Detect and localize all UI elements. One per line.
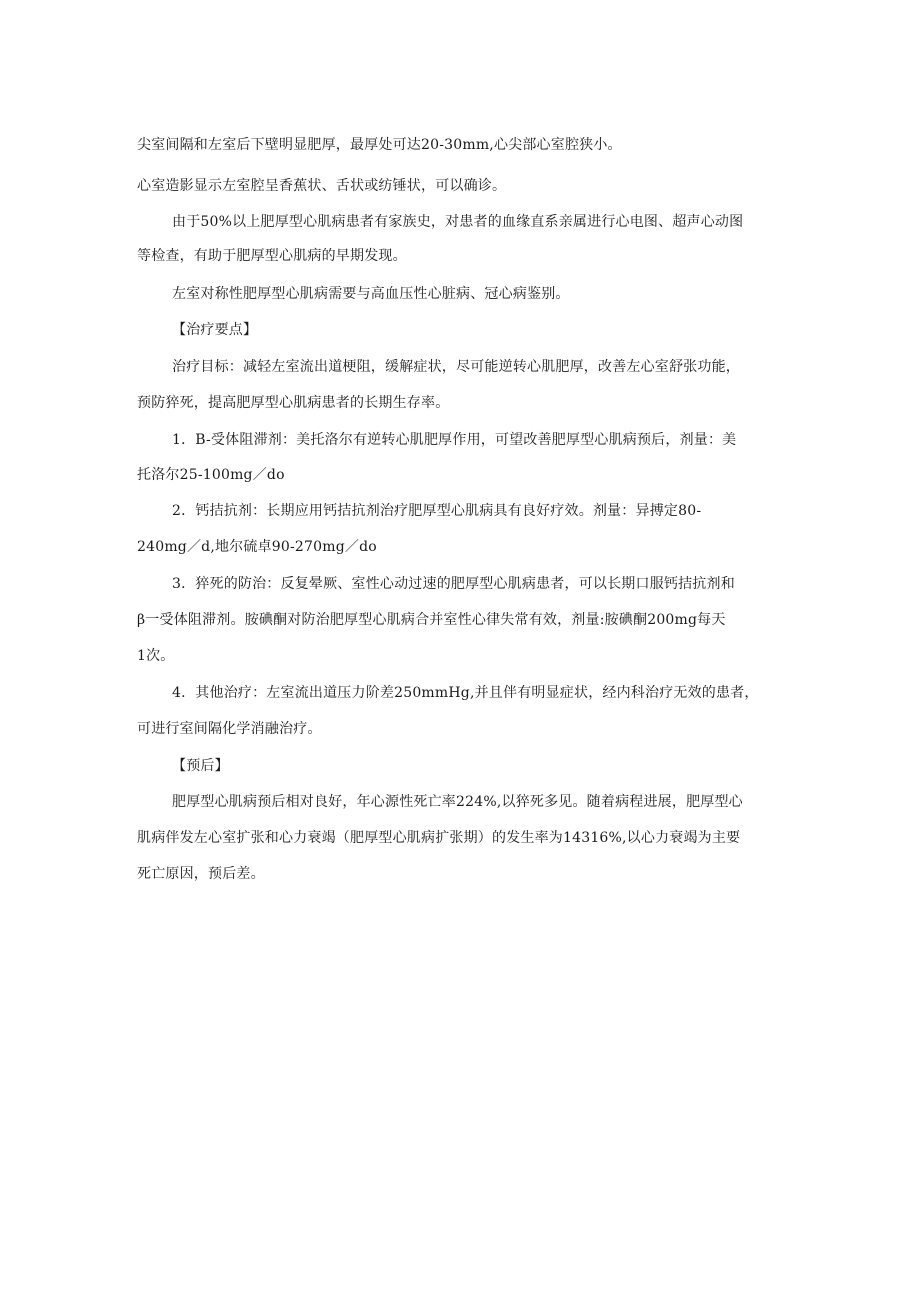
text-line-2: 心室造影显示左室腔呈香蕉状、舌状或纺锤状，可以确诊。	[137, 178, 507, 194]
section-heading-treatment: 【治疗要点】	[172, 322, 258, 338]
text-line-1: 尖室间隔和左室后下壁明显肥厚，最厚处可达20-30mm,心尖部心室腔狭小。	[137, 137, 622, 153]
text-line-12: 240mg／d,地尔硫卓90-270mg／do	[137, 539, 377, 555]
text-line-17: 可进行室间隔化学消融治疗。	[137, 721, 322, 737]
text-line-16: 4．其他治疗：左室流出道压力阶差250mmHg,并且伴有明显症状，经内科治疗无效的患者，	[172, 685, 759, 701]
text-line-9: 1．B-受体阻滞剂：美托洛尔有逆转心肌肥厚作用，可望改善肥厚型心肌病预后，剂量：美	[172, 432, 737, 448]
text-line-15: 1次。	[137, 648, 175, 664]
text-line-8: 预防猝死，提高肥厚型心肌病患者的长期生存率。	[137, 395, 450, 411]
text-line-20: 肌病伴发左心室扩张和心力衰竭（肥厚型心肌病扩张期）的发生率为14316%,以心力衰竭为主要	[137, 830, 741, 846]
text-line-21: 死亡原因，预后差。	[137, 866, 265, 882]
text-line-10: 托洛尔25-100mg／do	[137, 467, 285, 483]
text-line-19: 肥厚型心肌病预后相对良好，年心源性死亡率224%,以猝死多见。随着病程进展，肥厚型心	[172, 794, 743, 810]
text-line-11: 2．钙拮抗剂：长期应用钙拮抗剂治疗肥厚型心肌病具有良好疗效。剂量：异搏定80-	[172, 503, 702, 519]
text-line-4: 等检查，有助于肥厚型心肌病的早期发现。	[137, 248, 407, 264]
text-line-14: β一受体阻滞剂。胺碘酮对防治肥厚型心肌病合并室性心律失常有效，剂量:胺碘酮200mg每天	[137, 612, 726, 628]
text-line-3: 由于50%以上肥厚型心肌病患者有家族史，对患者的血缘直系亲属进行心电图、超声心动图	[172, 214, 744, 230]
text-line-5: 左室对称性肥厚型心肌病需要与高血压性心脏病、冠心病鉴别。	[172, 286, 570, 302]
text-line-7: 治疗目标：减轻左室流出道梗阻，缓解症状，尽可能逆转心肌肥厚，改善左心室舒张功能，	[172, 359, 740, 375]
text-line-13: 3．猝死的防治：反复晕厥、室性心动过速的肥厚型心肌病患者，可以长期口服钙拮抗剂和	[172, 576, 735, 592]
section-heading-prognosis: 【预后】	[172, 758, 229, 774]
